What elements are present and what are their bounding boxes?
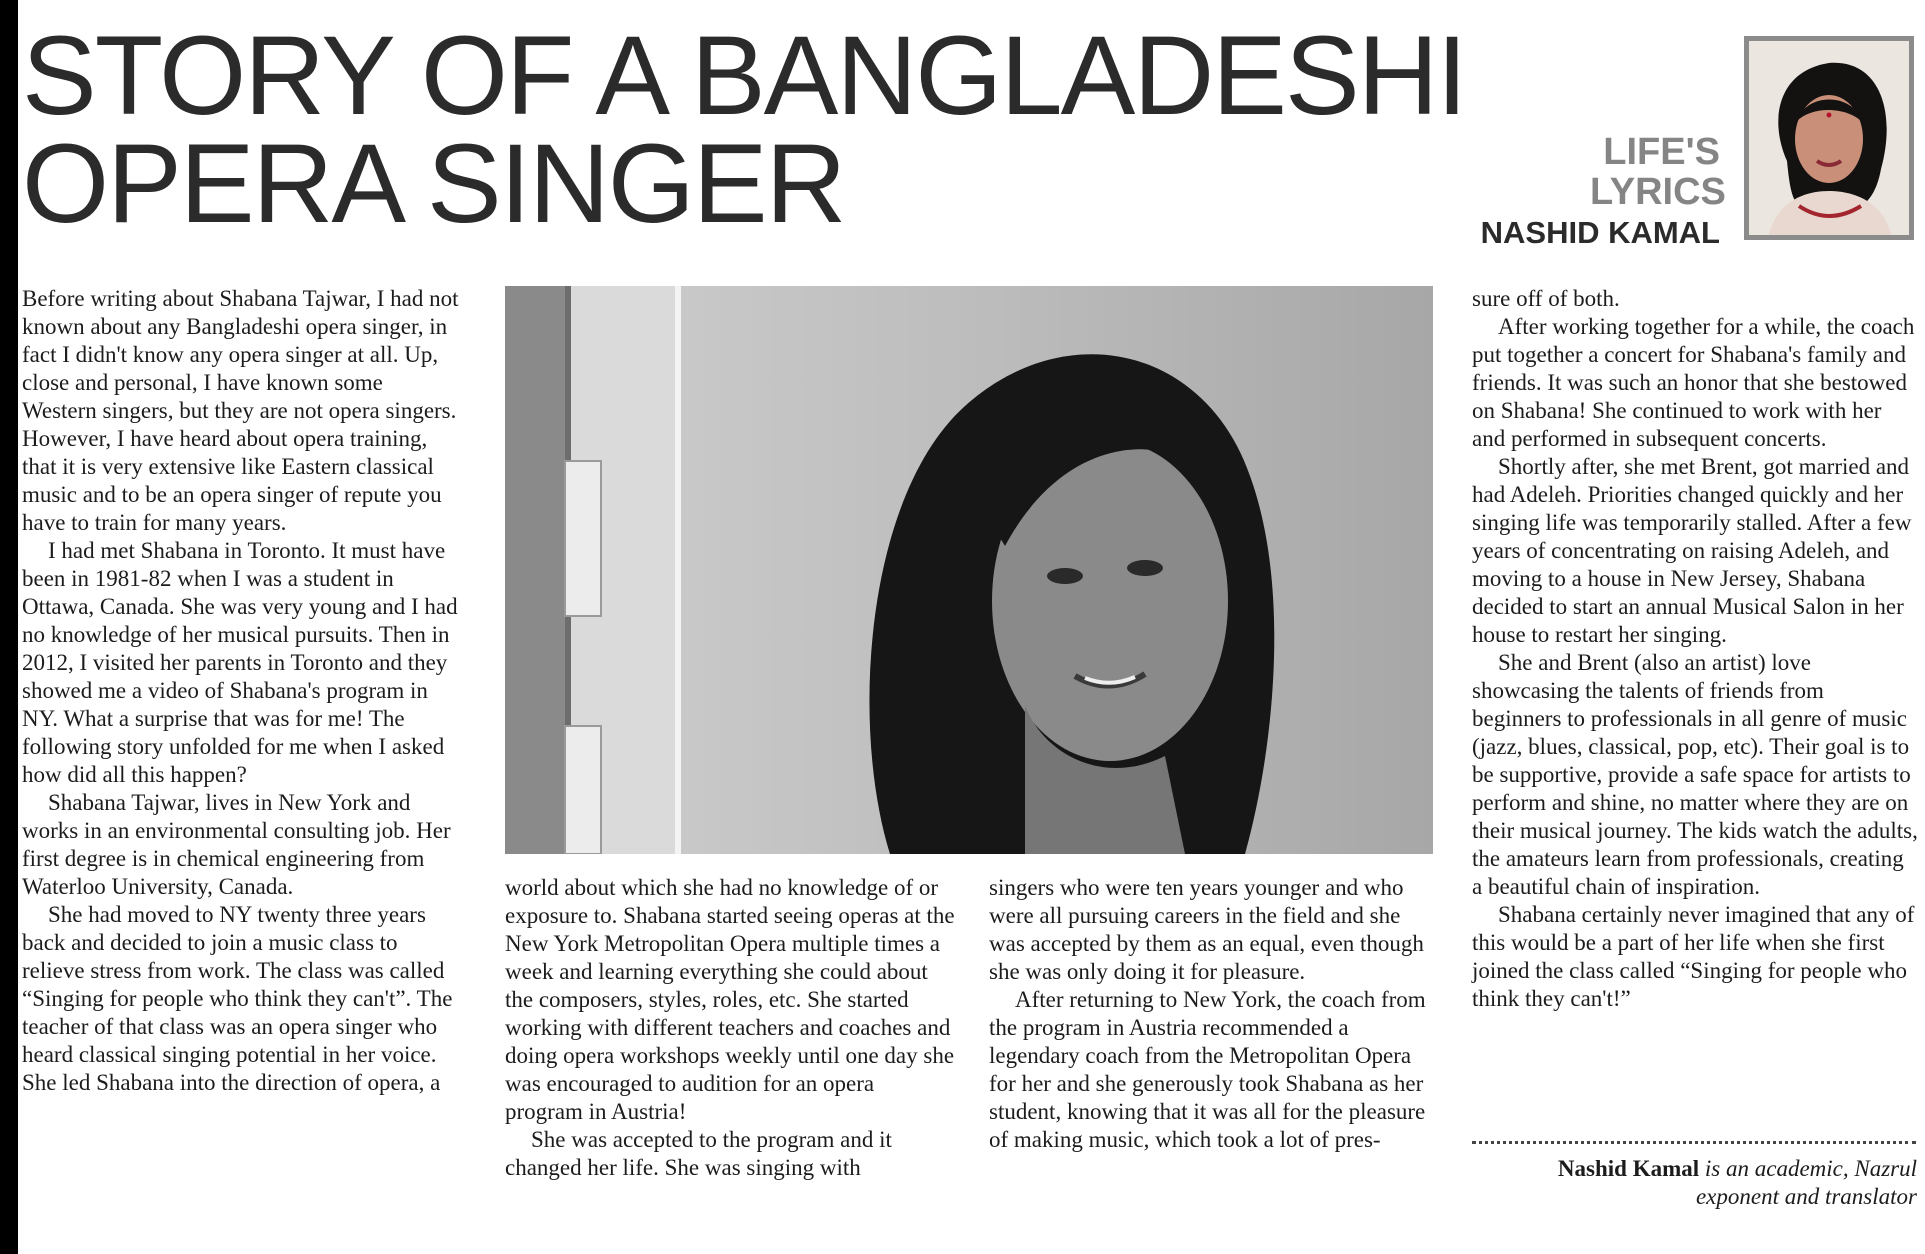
column-name: LIFE'S LYRICS <box>1590 131 1726 213</box>
paragraph: I had met Shabana in Toronto. It must have been in 1981-82 when I was a student in Ottawa, Canada. She was very young and I had no knowledge of her musical pursuits. Then in 2012, I visited her parents in Toronto and they showed me a video of Shabana's program in NY. What a surprise that was for me! The following story unfolded for me when I asked how did all this happen? <box>22 538 458 787</box>
paragraph: Before writing about Shabana Tajwar, I had not known about any Bangladeshi opera singer, in fact I didn't know any opera singer at all. Up, close and personal, I have known some Western singers, but they are not opera singers. However, I have heard about opera training, that it is very extensive like Eastern classical music and to be an opera singer of repute you have to train for many years. <box>22 286 459 535</box>
headline <box>22 13 1466 246</box>
column-kicker <box>1480 131 1726 252</box>
author-bio-name: Nashid Kamal <box>1557 1156 1700 1181</box>
author-bio <box>1487 1155 1917 1211</box>
paragraph: After working together for a while, the coach put together a concert for Shabana's family and friends. It was such an honor that she bestowed on Shabana! She continued to work with her and performed in subsequent concerts. <box>1472 314 1915 451</box>
author-portrait <box>1744 36 1914 240</box>
article-column-4 <box>1472 285 1918 1013</box>
headline-line-2: OPERA SINGER <box>22 121 845 246</box>
paragraph: world about which she had no knowledge of or exposure to. Shabana started seeing operas at the New York Metropolitan Opera multiple times a week and learning everything she could about the composers, styles, roles, etc. She started working with different teachers and coaches and doing opera workshops weekly until one day she was encouraged to audition for an opera program in Austria! <box>505 875 955 1124</box>
headline-line-1: STORY OF A BANGLADESHI <box>22 13 1466 138</box>
paragraph: She and Brent (also an artist) love showcasing the talents of friends from beginners to professionals in all genre of music (jazz, blues, classical, pop, etc). Their goal is to be supportive, provide a safe space for artists to perform and shine, no matter where they are on their musical journey. The kids watch the adults, the amateurs learn from professionals, creating a beautiful chain of inspiration. <box>1472 650 1918 899</box>
paragraph: Shabana Tajwar, lives in New York and works in an environmental consulting job. Her first degree is in chemical engineering from Waterloo University, Canada. <box>22 790 451 899</box>
singer-portrait-photo <box>505 286 1433 854</box>
author-bio-text: is an academic, Nazrul exponent and translator <box>1695 1156 1917 1209</box>
paragraph: Shortly after, she met Brent, got married and had Adeleh. Priorities changed quickly and her singing life was temporarily stalled. After a few years of concentrating on raising Adeleh, and moving to a house in New Jersey, Shabana decided to start an annual Musical Salon in her house to restart her singing. <box>1472 454 1912 647</box>
author-portrait-image <box>1749 41 1909 235</box>
article-column-3 <box>989 874 1429 1154</box>
column-author: NASHID KAMAL <box>1480 215 1720 250</box>
dotted-divider <box>1472 1141 1916 1144</box>
paragraph: Shabana certainly never imagined that any of this would be a part of her life when she first joined the class called “Singing for people who think they can't!” <box>1472 902 1915 1011</box>
article-column-2 <box>505 874 955 1182</box>
paragraph: singers who were ten years younger and who were all pursuing careers in the field and she was accepted by them as an equal, even though she was only doing it for pleasure. <box>989 875 1424 984</box>
article-column-1 <box>22 285 460 1097</box>
paragraph: She was accepted to the program and it changed her life. She was singing with <box>505 1127 892 1180</box>
paragraph: She had moved to NY twenty three years back and decided to join a music class to relieve stress from work. The class was called “Singing for people who think they can't”. The teacher of that class was an opera singer who heard classical singing potential in her voice. She led Shabana into the direction of opera, a <box>22 902 453 1095</box>
page-edge-bar <box>0 0 18 1254</box>
article-photo <box>505 286 1433 854</box>
paragraph: After returning to New York, the coach from the program in Austria recommended a legendary coach from the Metropolitan Opera for her and she generously took Shabana as her student, knowing that it was all for the pleasure of making music, which took a lot of pres- <box>989 987 1426 1152</box>
paragraph: sure off of both. <box>1472 286 1620 311</box>
